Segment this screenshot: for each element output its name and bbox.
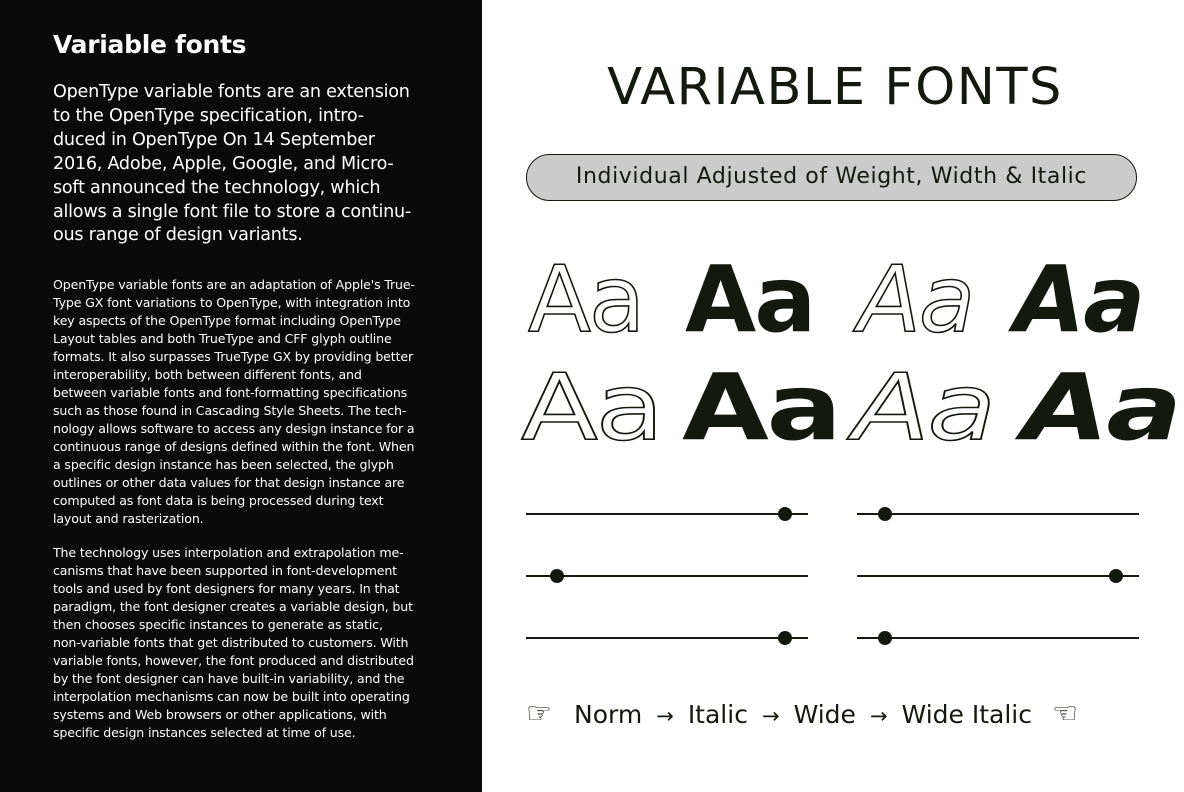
- intro-line: OpenType variable fonts are an extension: [53, 82, 410, 102]
- body-line: by the font designer can have built-in variability, and the: [53, 671, 405, 686]
- body-line: paradigm, the font designer creates a variable design, but: [53, 599, 413, 614]
- slider-knob[interactable]: [1109, 569, 1123, 583]
- sample-heavy-wide: Aa: [682, 354, 840, 461]
- body-line: a specific design instance has been selected, the glyph: [53, 457, 394, 472]
- arrow-right-icon: →: [869, 704, 888, 728]
- slider-italic[interactable]: [526, 631, 808, 645]
- sample-heavy-italic: Aa: [1014, 246, 1144, 353]
- slider-knob[interactable]: [550, 569, 564, 583]
- slider-slant[interactable]: [857, 631, 1139, 645]
- slider-weight-italic[interactable]: [857, 507, 1139, 521]
- body-line: OpenType variable fonts are an adaptation of Apple's True-: [53, 277, 415, 292]
- slider-track: [526, 513, 808, 515]
- flow-step-norm: Norm: [574, 700, 643, 729]
- body-line: then chooses specific instances to generate as static,: [53, 617, 383, 632]
- slider-track: [857, 575, 1139, 577]
- body-line: specific design instances selected at time of use.: [53, 725, 356, 740]
- slider-track: [526, 575, 808, 577]
- flow-step-italic: Italic: [687, 700, 748, 729]
- slider-knob[interactable]: [778, 507, 792, 521]
- style-flow: [526, 696, 1146, 730]
- slider-track: [857, 637, 1139, 639]
- intro-line: allows a single font file to store a continu-: [53, 201, 412, 222]
- body-line: layout and rasterization.: [53, 511, 204, 526]
- body-line: nology allows software to access any design instance for a: [53, 421, 415, 436]
- pointing-left-hand-icon: ☜: [1052, 696, 1078, 730]
- slider-knob[interactable]: [878, 631, 892, 645]
- body-line: between variable fonts and font-formatting specifications: [53, 385, 408, 400]
- body-line: such as those found in Cascading Style Sheets. The tech-: [53, 403, 407, 418]
- body-line: interoperability, both between different fonts, and: [53, 367, 362, 382]
- body-line: formats. It also surpasses TrueType GX by providing better: [53, 349, 413, 364]
- sample-thin-italic: Aa: [858, 246, 974, 353]
- left-panel: [0, 0, 482, 792]
- subtitle-pill: Individual Adjusted of Weight, Width & Italic: [526, 154, 1137, 201]
- pointing-right-hand-icon: ☞: [526, 696, 552, 730]
- intro-line: ous range of design variants.: [53, 225, 303, 246]
- slider-width[interactable]: [526, 569, 808, 583]
- slider-knob[interactable]: [778, 631, 792, 645]
- body-paragraph-1: [53, 276, 415, 528]
- slider-width-italic[interactable]: [857, 569, 1139, 583]
- flow-step-wide-italic: Wide Italic: [901, 700, 1032, 729]
- sample-heavy: Aa: [685, 246, 815, 353]
- body-line: Layout tables and both TrueType and CFF glyph outline: [53, 331, 392, 346]
- flow-step-wide: Wide: [793, 700, 856, 729]
- body-line: interpolation mechanisms can now be built into operating: [53, 689, 410, 704]
- body-line: Type GX font variations to OpenType, with integration into: [53, 295, 411, 310]
- body-line: non-variable fonts that get distributed to customers. With: [53, 635, 409, 650]
- sample-thin: Aa: [528, 246, 644, 353]
- intro-line: duced in OpenType On 14 September: [53, 129, 375, 150]
- body-line: computed as font data is being processed during text: [53, 493, 384, 508]
- body-paragraph-2: [53, 544, 414, 742]
- arrow-right-icon: →: [761, 704, 780, 728]
- arrow-right-icon: →: [656, 704, 674, 728]
- body-line: tools and used by font designers for many years. In that: [53, 581, 400, 596]
- slider-track: [857, 513, 1139, 515]
- body-line: key aspects of the OpenType format including OpenType: [53, 313, 401, 328]
- slider-weight[interactable]: [526, 507, 808, 521]
- body-line: The technology uses interpolation and extrapolation me-: [53, 545, 404, 560]
- slider-knob[interactable]: [878, 507, 892, 521]
- body-line: canisms that have been supported in font-development: [53, 563, 397, 578]
- body-line: systems and Web browsers or other applications, with: [53, 707, 387, 722]
- body-line: continuous range of designs defined within the font. When: [53, 439, 415, 454]
- left-title: Variable fonts: [53, 30, 247, 59]
- sample-thin-wide-italic: Aa: [853, 354, 994, 461]
- sample-heavy-wide-italic: Aa: [1022, 354, 1180, 461]
- intro-line: soft announced the technology, which: [53, 177, 381, 198]
- slider-track: [526, 637, 808, 639]
- body-line: variable fonts, however, the font produced and distributed: [53, 653, 414, 668]
- intro-line: to the OpenType specification, intro-: [53, 105, 364, 126]
- sample-thin-wide: Aa: [521, 354, 662, 461]
- body-line: outlines or other data values for that design instance are: [53, 475, 405, 490]
- intro-line: 2016, Adobe, Apple, Google, and Micro-: [53, 153, 394, 174]
- main-title: VARIABLE FONTS: [607, 58, 1063, 117]
- intro-paragraph: [53, 81, 411, 248]
